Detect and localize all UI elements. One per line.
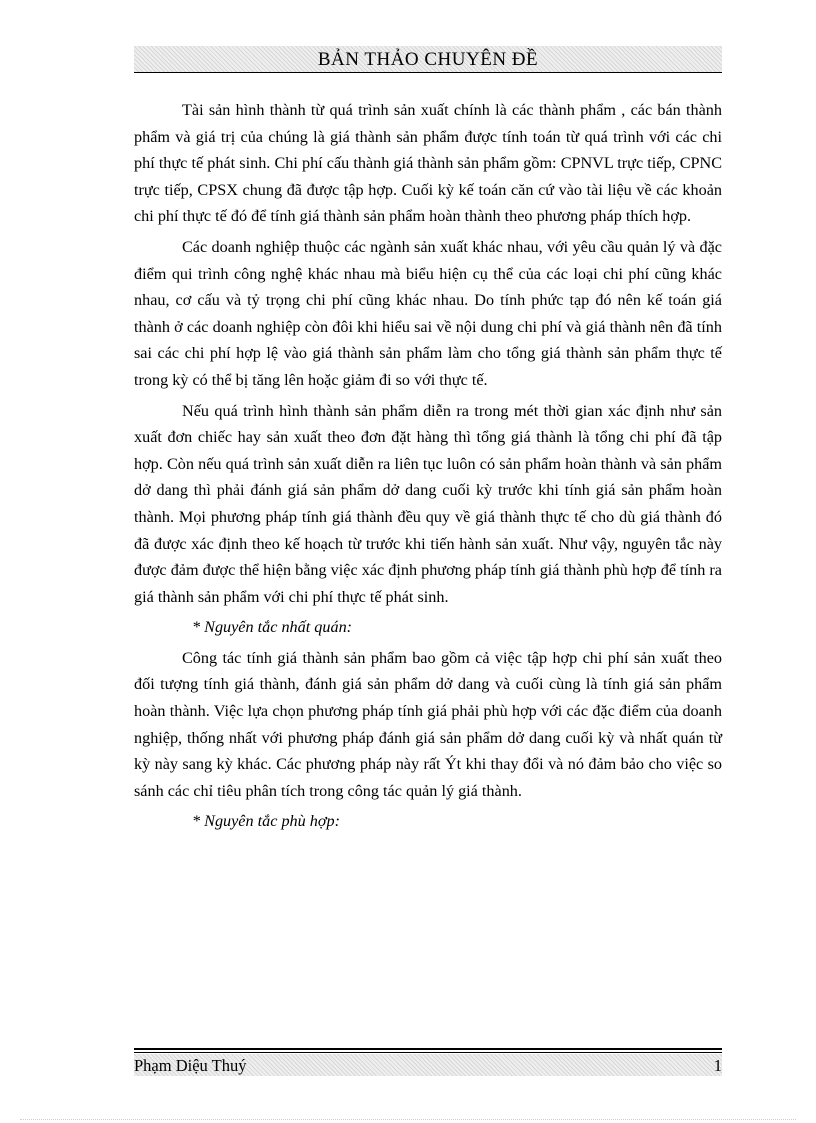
page-header <box>134 46 722 73</box>
footer-author: Phạm Diệu Thuý <box>134 1056 247 1075</box>
header-title: BẢN THẢO CHUYÊN ĐỀ <box>317 49 539 70</box>
section-heading-consistency: * Nguyên tắc nhất quán: <box>192 618 353 637</box>
paragraph-3: Nếu quá trình hình thành sản phẩm diễn ra trong mét thời gian xác định như sản xuất đơn chiếc hay sản xuất theo đơn đặt hàng thì tổng giá thành là tổng chi phí đã tập hợp. Còn nếu quá trình sản xuất diễn ra liên tục luôn có sản phẩm hoàn thành và sản phẩm dở dang thì phải đánh giá sản phẩm dở dang cuối kỳ trước khi tính giá sản phẩm hoàn thành. Mọi phương pháp tính giá thành đều quy về giá thành thực tế cho dù giá thành đó đã được xác định theo kế hoạch từ trước khi tiến hành sản xuất. Như vậy, nguyên tắc này được đảm được thể hiện bằng việc xác định phương pháp tính giá thành phù hợp để tính ra giá thành sản phẩm với chi phí thực tế phát sinh. <box>134 401 722 606</box>
footer-rule-thick <box>134 1048 722 1050</box>
paragraph-4: Công tác tính giá thành sản phẩm bao gồm cả việc tập hợp chi phí sản xuất theo đối tượng tính giá thành, đánh giá sản phẩm dở dang và cuối cùng là tính giá sản phẩm hoàn thành. Việc lựa chọn phương pháp tính giá phải phù hợp với các đặc điểm của doanh nghiệp, thống nhất với phương pháp đánh giá sản phẩm dở dang cuối kỳ và nhất quán từ kỳ này sang kỳ khác. Các phương pháp này rất Ýt khi thay đổi và nó đảm bảo cho việc so sánh các chỉ tiêu phân tích trong công tác quản lý giá thành. <box>134 648 722 800</box>
paragraph-1: Tài sản hình thành từ quá trình sản xuất chính là các thành phẩm , các bán thành phẩm và giá trị của chúng là giá thành sản phẩm được tính toán từ quá trình với các chi phí thực tế phát sinh. Chi phí cấu thành giá thành sản phẩm gồm: CPNVL trực tiếp, CPNC trực tiếp, CPSX chung đã được tập hợp. Cuối kỳ kế toán căn cứ vào tài liệu về các khoản chi phí thực tế đó để tính giá thành sản phẩm hoàn thành theo phương pháp thích hợp. <box>134 101 722 226</box>
paragraph-2: Các doanh nghiệp thuộc các ngành sản xuất khác nhau, với yêu cầu quản lý và đặc điểm qui trình công nghệ khác nhau mà biểu hiện cụ thể của các loại chi phí cũng khác nhau, cơ cấu và tỷ trọng chi phí cũng khác nhau. Do tính phức tạp đó nên kế toán giá thành ở các doanh nghiệp còn đôi khi hiểu sai về nội dung chi phí và giá thành nên đã tính sai các chi phí hợp lệ vào giá thành sản phẩm làm cho tổng giá thành sản phẩm thực tế trong kỳ có thể bị tăng lên hoặc giảm đi so với thực tế. <box>134 237 722 389</box>
page-bottom-edge <box>20 1119 796 1120</box>
page-footer <box>134 1048 722 1078</box>
document-body <box>134 97 722 839</box>
footer-rule-thin <box>134 1052 722 1053</box>
section-heading-matching: * Nguyên tắc phù hợp: <box>192 812 341 831</box>
page-number: 1 <box>713 1056 722 1075</box>
